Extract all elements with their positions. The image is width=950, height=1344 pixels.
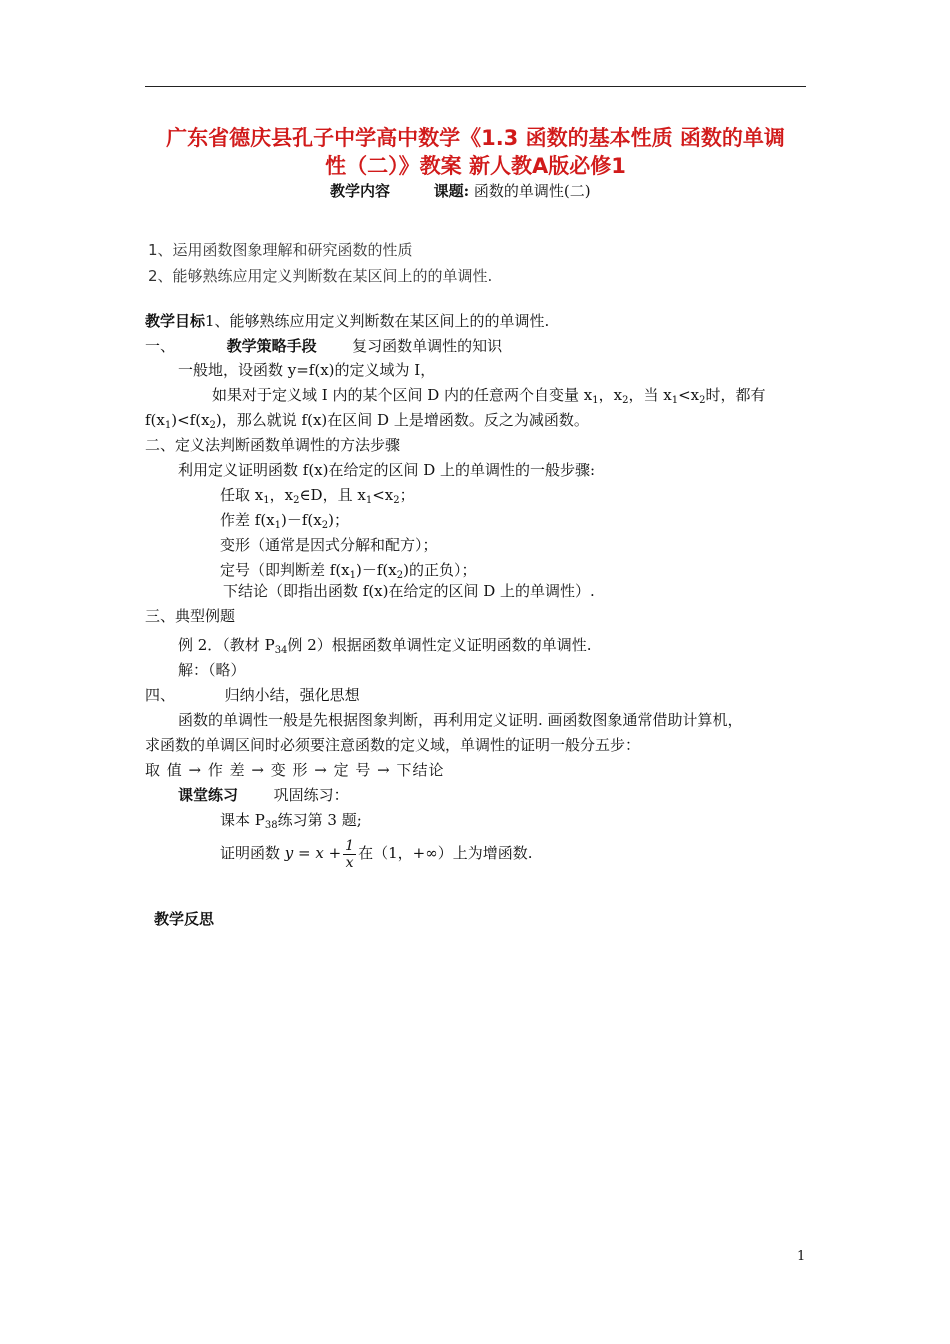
solution: 解：（略） — [178, 661, 246, 679]
document-title-line2: 性（二）》教案 新人教A版必修1 — [325, 154, 626, 178]
definition-line3: $f(x_1)<f(x_2)$，那么就说 f(x)在区间 D 上是增函数。反之为减函数。 — [145, 411, 589, 431]
summary-para-line2: 求函数的单调区间时必须要注意函数的定义域，单调性的证明一般分五步： — [145, 736, 641, 754]
objective-item-1: 1、运用函数图象理解和研究函数的性质 — [148, 241, 413, 259]
section1-text: 复习函数单调性的知识 — [352, 337, 503, 355]
goal-text: 1、能够熟练应用定义判断数在某区间上的的单调性. — [205, 312, 550, 330]
practice-item-1: 课本 $P_{38}$练习第 3 题; — [220, 811, 362, 831]
practice-item-2: 证明函数 y = x + $\frac{1}{x}$ 在（1，+∞）上为增函数. — [220, 837, 533, 871]
definition-line1: 一般地，设函数 y=f(x)的定义域为 I， — [178, 361, 436, 379]
step-5: 下结论（即指出函数 f(x)在给定的区间 D 上的单调性）. — [223, 582, 595, 600]
proof-steps-flow: 取 值 → 作 差 → 变 形 → 定 号 → 下结论 — [145, 761, 445, 779]
section2-heading: 二、定义法判断函数单调性的方法步骤 — [145, 436, 401, 454]
step-1: 任取 $x_1$，$x_2\in D$，且 $x_1<x_2$； — [220, 486, 415, 506]
document-title-line1: 广东省德庆县孔子中学高中数学《1.3 函数的基本性质 函数的单调 — [166, 126, 785, 150]
step-3: 变形（通常是因式分解和配方）； — [220, 536, 438, 554]
definition-line2: 如果对于定义域 I 内的某个区间 D 内的任意两个自变量 $x_1$，$x_2$，当 $x_1<x_2$时，都有 — [212, 386, 766, 406]
reflection-label: 教学反思 — [154, 910, 215, 928]
step-4: 定号（即判断差 $f(x_1)-f(x_2)$的正负）； — [220, 561, 477, 581]
section2-intro: 利用定义证明函数 f(x)在给定的区间 D 上的单调性的一般步骤: — [178, 461, 596, 479]
example-2: 例 2．（教材 $P_{34}$例 2）根据函数单调性定义证明函数的单调性. — [178, 636, 592, 656]
section1-heading — [145, 335, 502, 356]
topic-label: 课题: — [433, 182, 470, 200]
formula-lhs: y = x + — [284, 844, 342, 862]
content-label: 教学内容 — [330, 182, 391, 200]
summary-para-line1: 函数的单调性一般是先根据图象判断，再利用定义证明. 画函数图象通常借助计算机， — [178, 711, 743, 729]
teaching-goal — [145, 310, 549, 331]
section3-heading: 三、典型例题 — [145, 607, 236, 625]
objective-item-2: 2、能够熟练应用定义判断数在某区间上的的单调性. — [148, 267, 493, 285]
formula-fraction: $\frac{1}{x}$ — [345, 837, 355, 871]
section1-num: 一、 — [145, 337, 176, 355]
step-2: 作差 $f(x_1)-f(x_2)$； — [220, 511, 349, 531]
section4-heading: 四、 归纳小结，强化思想 — [145, 686, 360, 704]
practice-heading: 课堂练习 巩固练习： — [178, 786, 349, 804]
header-meta — [330, 180, 591, 201]
top-rule — [145, 86, 806, 87]
topic-value: 函数的单调性(二) — [473, 182, 591, 200]
page-number: 1 — [797, 1249, 806, 1264]
section1-label: 教学策略手段 — [226, 337, 317, 355]
goal-label: 教学目标 — [145, 312, 206, 330]
